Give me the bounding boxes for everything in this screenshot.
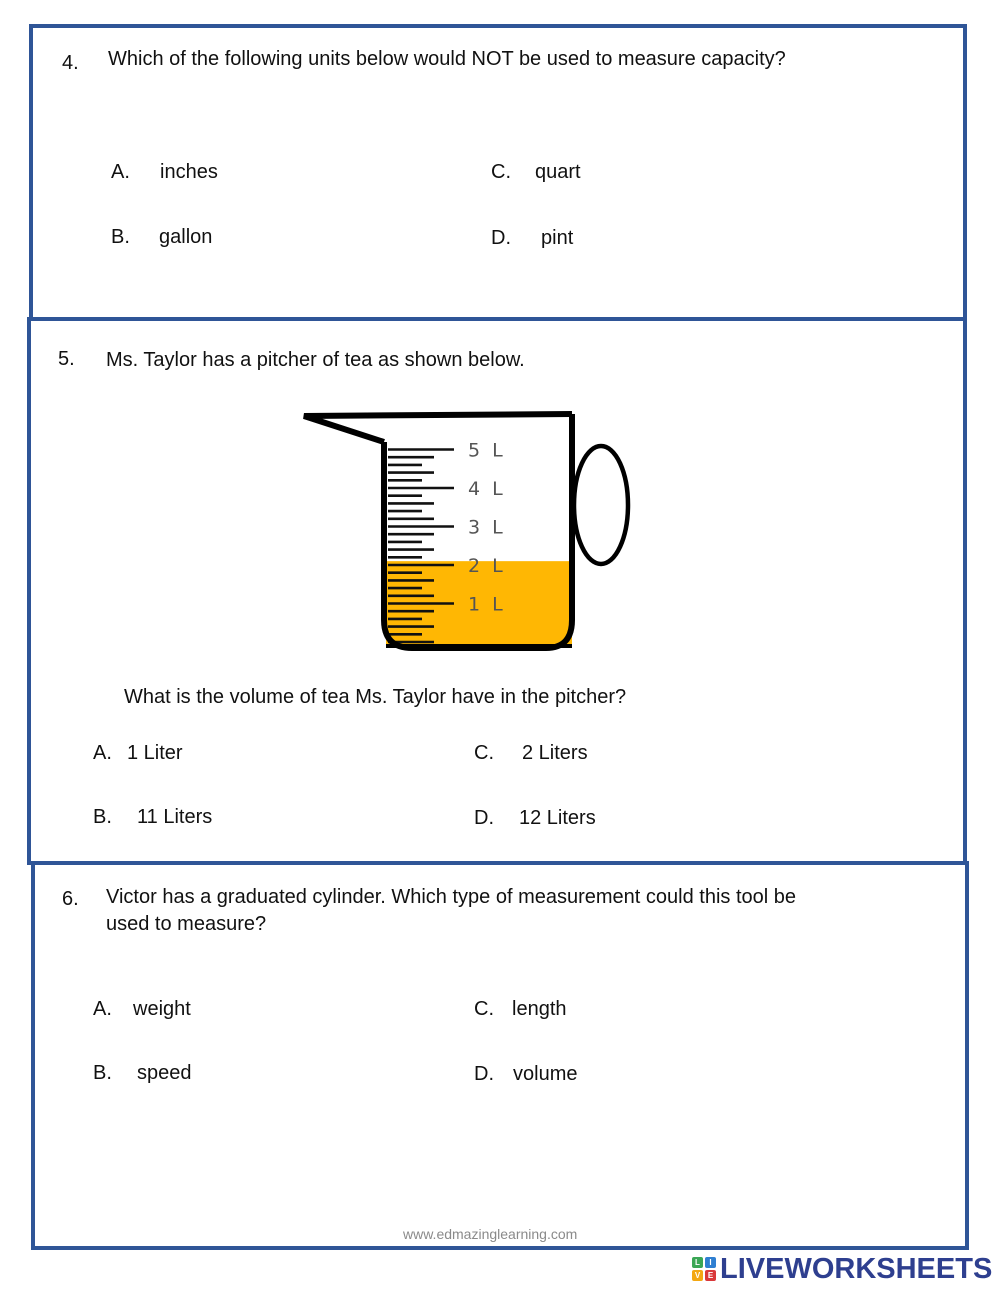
footer-url: www.edmazinglearning.com bbox=[403, 1226, 578, 1242]
q6-number: 6. bbox=[62, 888, 79, 910]
q4-option-b-text[interactable]: gallon bbox=[159, 226, 213, 248]
brand-name: LIVEWORKSHEETS bbox=[720, 1252, 993, 1285]
logo-cell: E bbox=[705, 1270, 716, 1281]
q6-option-d-letter: D. bbox=[474, 1063, 494, 1085]
q5-option-d-letter: D. bbox=[474, 807, 494, 829]
q5-number: 5. bbox=[58, 348, 75, 370]
q4-option-c-letter: C. bbox=[491, 161, 511, 183]
q6-option-c-text[interactable]: length bbox=[512, 998, 567, 1020]
pitcher-spout-outline bbox=[304, 414, 572, 442]
q5-option-a-text[interactable]: 1 Liter bbox=[127, 742, 183, 764]
pitcher-handle bbox=[574, 446, 628, 564]
q5-option-c-letter: C. bbox=[474, 742, 494, 764]
logo-cell: L bbox=[692, 1257, 703, 1268]
q5-option-b-text[interactable]: 11 Liters bbox=[137, 806, 213, 828]
liveworksheets-brand bbox=[692, 1252, 992, 1286]
q4-option-a-text[interactable]: inches bbox=[160, 161, 218, 183]
q6-option-d-text[interactable]: volume bbox=[513, 1063, 578, 1085]
scale-label: 3 L bbox=[468, 516, 506, 539]
q4-question: Which of the following units below would NOT be used to measure capacity? bbox=[108, 48, 786, 70]
q4-option-c-text[interactable]: quart bbox=[535, 161, 581, 183]
q6-option-b-text[interactable]: speed bbox=[137, 1062, 192, 1084]
pitcher-figure bbox=[300, 408, 640, 658]
scale-label: 5 L bbox=[468, 439, 506, 462]
q4-option-d-text[interactable]: pint bbox=[541, 227, 574, 249]
logo-cell: V bbox=[692, 1270, 703, 1281]
q4-option-d-letter: D. bbox=[491, 227, 511, 249]
q5-option-d-text[interactable]: 12 Liters bbox=[519, 807, 596, 829]
q6-option-a-text[interactable]: weight bbox=[133, 998, 191, 1020]
q5-question: Ms. Taylor has a pitcher of tea as shown below. bbox=[106, 349, 525, 371]
q6-option-c-letter: C. bbox=[474, 998, 494, 1020]
logo-cell: I bbox=[705, 1257, 716, 1268]
scale-label: 2 L bbox=[468, 555, 506, 577]
q4-number: 4. bbox=[62, 52, 79, 74]
q5-option-b-letter: B. bbox=[93, 806, 112, 828]
q6-question-line2: used to measure? bbox=[106, 913, 267, 935]
q5-option-c-text[interactable]: 2 Liters bbox=[522, 742, 588, 764]
q6-option-a-letter: A. bbox=[93, 998, 112, 1020]
q6-question-line1: Victor has a graduated cylinder. Which type of measurement could this tool be bbox=[106, 886, 797, 908]
q5-sub-question: What is the volume of tea Ms. Taylor have in the pitcher? bbox=[124, 686, 627, 708]
liveworksheets-logo-icon bbox=[692, 1257, 716, 1281]
q4-option-a-letter: A. bbox=[111, 161, 130, 183]
scale-label: 1 L bbox=[468, 593, 506, 616]
scale-label: 4 L bbox=[468, 478, 506, 500]
q6-option-b-letter: B. bbox=[93, 1062, 112, 1084]
q4-option-b-letter: B. bbox=[111, 226, 130, 248]
q5-option-a-letter: A. bbox=[93, 742, 112, 764]
